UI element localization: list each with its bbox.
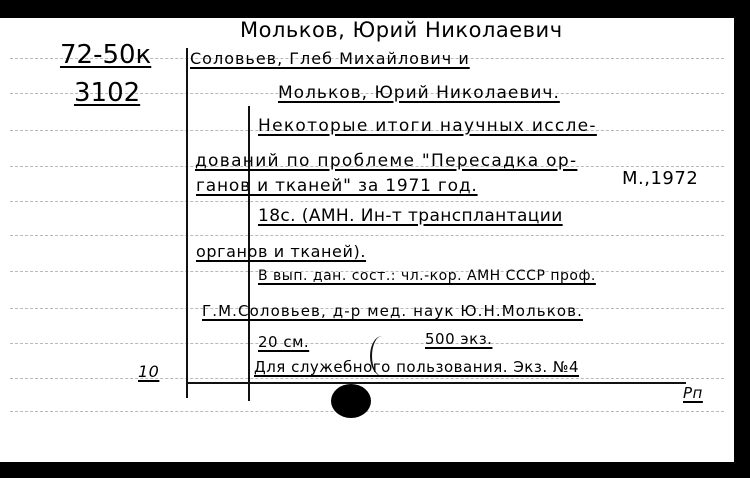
catalog-card [0, 18, 734, 462]
call-number-primary: 72-50к [60, 40, 152, 70]
corner-mark: Рп [683, 384, 703, 402]
card-line: органов и тканей). [196, 242, 367, 261]
card-rule-line [10, 378, 724, 379]
card-line: 18с. (АМН. Ин-т трансплантации [258, 206, 563, 226]
call-number-secondary: 3102 [74, 78, 141, 108]
card-line: Некоторые итоги научных иссле- [258, 116, 597, 136]
card-line: В вып. дан. сост.: чл.-кор. АМН СССР проф. [258, 268, 596, 284]
margin-number: 10 [138, 362, 160, 381]
card-line: ганов и тканей" за 1971 год. [196, 176, 478, 196]
card-rule-line [10, 343, 724, 344]
bottom-rule [186, 382, 686, 384]
card-rule-line [10, 201, 724, 202]
card-rule-line [10, 235, 724, 236]
card-line: 20 см. [258, 333, 310, 351]
heading-name: Мольков, Юрий Николаевич [240, 18, 563, 42]
card-line: Для служебного пользования. Экз. №4 [254, 358, 580, 376]
punch-hole [331, 384, 371, 418]
card-line: Г.М.Соловьев, д-р мед. наук Ю.Н.Мольков. [202, 302, 583, 320]
margin-line-left [186, 48, 188, 398]
card-line: 500 экз. [425, 330, 493, 348]
card-line: дований по проблеме "Пересадка ор- [195, 151, 578, 171]
card-line: Мольков, Юрий Николаевич. [278, 83, 560, 103]
card-line: М.,1972 [622, 168, 699, 189]
card-line: Соловьев, Глеб Михайлович и [190, 49, 470, 68]
